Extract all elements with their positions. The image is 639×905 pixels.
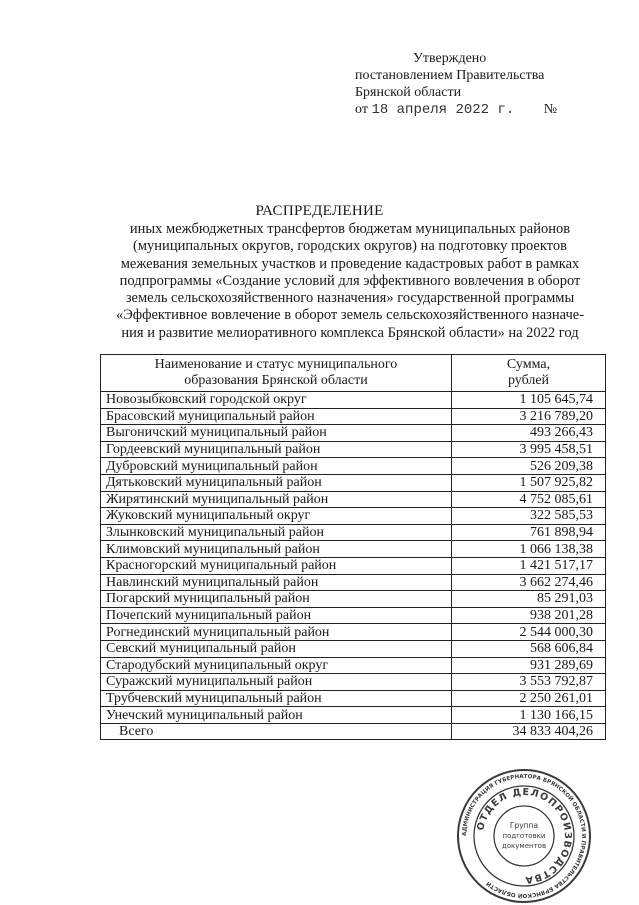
row-name: Суражский муниципальный район bbox=[101, 674, 452, 691]
document-subtitle bbox=[100, 221, 600, 342]
subtitle-line: «Эффективное вовлечение в оборот земель сельскохозяйственного назначе- bbox=[115, 307, 585, 324]
total-sum: 34 833 404,26 bbox=[452, 723, 606, 740]
row-sum: 2 544 000,30 bbox=[452, 624, 606, 641]
row-name: Дятьковский муниципальный район bbox=[101, 474, 452, 491]
row-sum: 1 507 925,82 bbox=[452, 474, 606, 491]
table-row bbox=[101, 408, 606, 425]
subtitle-line: (муниципальных округов, городских округов) на подготовку проектов bbox=[133, 238, 567, 255]
row-name: Злынковский муниципальный район bbox=[101, 524, 452, 541]
stamp-outer-textpath: АДМИНИСТРАЦИЯ ГУБЕРНАТОРА БРЯНСКОЙ ОБЛАСТИ И ПРАВИТЕЛЬСТВА БРЯНСКОЙ ОБЛАСТИ bbox=[461, 773, 587, 899]
row-name: Рогнединский муниципальный район bbox=[101, 624, 452, 641]
approval-line-approved: Утверждено bbox=[413, 51, 487, 66]
header-sum-column bbox=[452, 355, 606, 392]
subtitle-line: земель сельскохозяйственного назначения» государственной программы bbox=[125, 290, 575, 307]
table-header-row bbox=[101, 355, 606, 392]
table-total-row bbox=[101, 723, 606, 740]
row-sum: 568 606,84 bbox=[452, 640, 606, 657]
table-row bbox=[101, 524, 606, 541]
table-row bbox=[101, 640, 606, 657]
table-row bbox=[101, 607, 606, 624]
stamp-dept-textpath: ОТДЕЛ ДЕЛОПРОИЗВОДСТВА bbox=[475, 786, 574, 886]
approval-date-line bbox=[355, 101, 557, 119]
header-sum-line: Сумма, bbox=[506, 357, 551, 372]
stamp-center-line: Группа bbox=[509, 821, 539, 830]
approval-line-region: Брянской области bbox=[355, 85, 462, 100]
row-sum: 3 995 458,51 bbox=[452, 441, 606, 458]
row-name: Унечский муниципальный район bbox=[101, 707, 452, 724]
table-row bbox=[101, 690, 606, 707]
row-name: Жуковский муниципальный округ bbox=[101, 508, 452, 525]
row-name: Погарский муниципальный район bbox=[101, 591, 452, 608]
row-sum: 493 266,43 bbox=[452, 425, 606, 442]
row-sum: 85 291,03 bbox=[452, 591, 606, 608]
row-sum: 3 553 792,87 bbox=[452, 674, 606, 691]
row-name: Навлинский муниципальный район bbox=[101, 574, 452, 591]
official-stamp bbox=[456, 768, 592, 904]
distribution-table bbox=[100, 354, 606, 740]
header-name-line: образования Брянской области bbox=[184, 373, 368, 388]
row-name: Гордеевский муниципальный район bbox=[101, 441, 452, 458]
row-name: Новозыбковский городской округ bbox=[101, 392, 452, 409]
row-sum: 3 662 274,46 bbox=[452, 574, 606, 591]
table-row bbox=[101, 441, 606, 458]
table-row bbox=[101, 491, 606, 508]
header-name-line: Наименование и статус муниципального bbox=[154, 357, 398, 372]
table-row bbox=[101, 557, 606, 574]
row-name: Климовский муниципальный район bbox=[101, 541, 452, 558]
table-row bbox=[101, 474, 606, 491]
table-row bbox=[101, 458, 606, 475]
document-title: РАСПРЕДЕЛЕНИЕ bbox=[255, 203, 384, 219]
approval-number-label: № bbox=[543, 102, 558, 117]
subtitle-line: ния и развитие мелиоративного комплекса Брянской области» на 2022 год bbox=[121, 324, 579, 341]
table-row bbox=[101, 392, 606, 409]
row-name: Трубчевский муниципальный район bbox=[101, 690, 452, 707]
header-name-column bbox=[101, 355, 452, 392]
row-sum: 1 130 166,15 bbox=[452, 707, 606, 724]
subtitle-line: иных межбюджетных трансфертов бюджетам муниципальных районов bbox=[129, 221, 571, 237]
stamp-center-line: документов bbox=[501, 842, 547, 850]
row-name: Севский муниципальный район bbox=[101, 640, 452, 657]
table-row bbox=[101, 674, 606, 691]
table-row bbox=[101, 591, 606, 608]
header-sum-line: рублей bbox=[507, 373, 550, 388]
row-name: Выгоничский муниципальный район bbox=[101, 425, 452, 442]
row-sum: 938 201,28 bbox=[452, 607, 606, 624]
row-sum: 2 250 261,01 bbox=[452, 690, 606, 707]
stamp-center-line: подготовки bbox=[502, 832, 546, 840]
table-row bbox=[101, 541, 606, 558]
subtitle-line: межевания земельных участков и проведение кадастровых работ в рамках bbox=[120, 255, 580, 272]
approval-date: 18 апреля 2022 г. bbox=[371, 102, 515, 118]
row-sum: 1 105 645,74 bbox=[452, 392, 606, 409]
row-sum: 1 421 517,17 bbox=[452, 557, 606, 574]
table-row bbox=[101, 425, 606, 442]
row-sum: 526 209,38 bbox=[452, 458, 606, 475]
table-row bbox=[101, 624, 606, 641]
approval-block bbox=[355, 50, 557, 119]
approval-line-resolution: постановлением Правительства bbox=[355, 68, 545, 83]
row-sum: 3 216 789,20 bbox=[452, 408, 606, 425]
row-name: Жирятинский муниципальный район bbox=[101, 491, 452, 508]
table-row bbox=[101, 508, 606, 525]
row-sum: 931 289,69 bbox=[452, 657, 606, 674]
total-label: Всего bbox=[101, 723, 452, 740]
table-row bbox=[101, 574, 606, 591]
row-sum: 1 066 138,38 bbox=[452, 541, 606, 558]
row-sum: 322 585,53 bbox=[452, 508, 606, 525]
subtitle-line: подпрограммы «Создание условий для эффективного вовлечения в оборот bbox=[119, 272, 581, 289]
table-row bbox=[101, 707, 606, 724]
approval-date-prefix: от bbox=[355, 102, 368, 117]
row-name: Дубровский муниципальный район bbox=[101, 458, 452, 475]
row-name: Брасовский муниципальный район bbox=[101, 408, 452, 425]
row-name: Почепский муниципальный район bbox=[101, 607, 452, 624]
row-name: Стародубский муниципальный округ bbox=[101, 657, 452, 674]
row-sum: 761 898,94 bbox=[452, 524, 606, 541]
row-name: Красногорский муниципальный район bbox=[101, 557, 452, 574]
row-sum: 4 752 085,61 bbox=[452, 491, 606, 508]
table-row bbox=[101, 657, 606, 674]
